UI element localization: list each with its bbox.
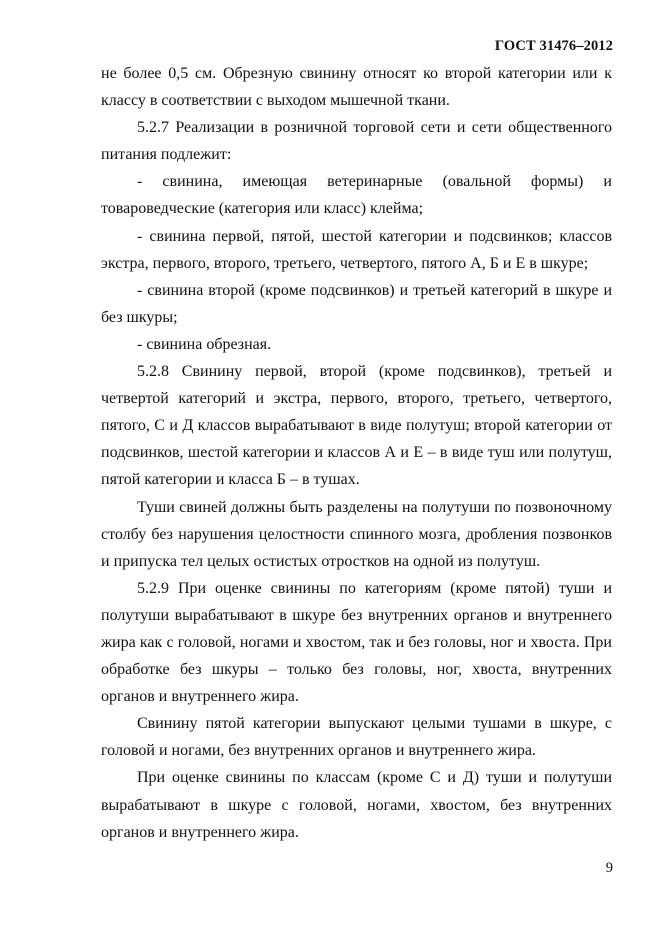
paragraph-classes: При оценке свинины по классам (кроме С и Д) туши и полутуши вырабатывают в шкуре с головой, ногами, хвостом, без внутренних органов и внутреннего жира. (101, 769, 612, 841)
paragraph-5-2-9: 5.2.9 При оценке свинины по категориям (кроме пятой) туши и полутуши вырабатывают в шкуре без внутренних органов и внутреннего жира как с головой, ногами и хвостом, так и без головы, ног и хвоста. При обработке без шкуры – только без головы, ног, хвоста, внутренних органов и внутреннего жира. (101, 579, 612, 706)
document-body (101, 60, 612, 846)
paragraph-fifth-category: Свинину пятой категории выпускают целыми тушами в шкуре, с головой и ногами, без внутренних органов и внутреннего жира. (101, 715, 612, 760)
paragraph-continuation: не более 0,5 см. Обрезную свинину относят ко второй категории или к классу в соответствии с выходом мышечной ткани. (101, 65, 612, 110)
paragraph-half-carcasses: Туши свиней должны быть разделены на полутуши по позвоночному столбу без нарушения целостности спинного мозга, дробления позвонков и припуска тел целых остистых отростков на одной из полутуш. (101, 498, 612, 570)
paragraph-5-2-7: 5.2.7 Реализации в розничной торговой сети и сети общественного питания подлежит: (101, 119, 612, 164)
list-item-with-without-skin: - свинина второй (кроме подсвинков) и третьей категорий в шкуре и без шкуры; (101, 281, 612, 326)
list-item-in-skin: - свинина первой, пятой, шестой категории и подсвинков; классов экстра, первого, второго, третьего, четвертого, пятого А, Б и Е в шкуре; (101, 227, 612, 272)
page-number: 9 (605, 860, 613, 876)
document-code-header: ГОСТ 31476–2012 (494, 38, 613, 54)
list-item-trimmed: - свинина обрезная. (137, 335, 272, 353)
paragraph-5-2-8: 5.2.8 Свинину первой, второй (кроме подсвинков), третьей и четвертой категорий и экстра, первого, второго, третьего, четвертого, пятого, С и Д классов вырабатывают в виде полутуш; второй категории от подсвинков, шестой категории и классов А и Е – в виде туш или полутуш, пятой категории и класса Б – в тушах. (101, 363, 612, 489)
list-item-stamps: - свинина, имеющая ветеринарные (овальной формы) и товароведческие (категория или класс) клейма; (101, 173, 612, 218)
